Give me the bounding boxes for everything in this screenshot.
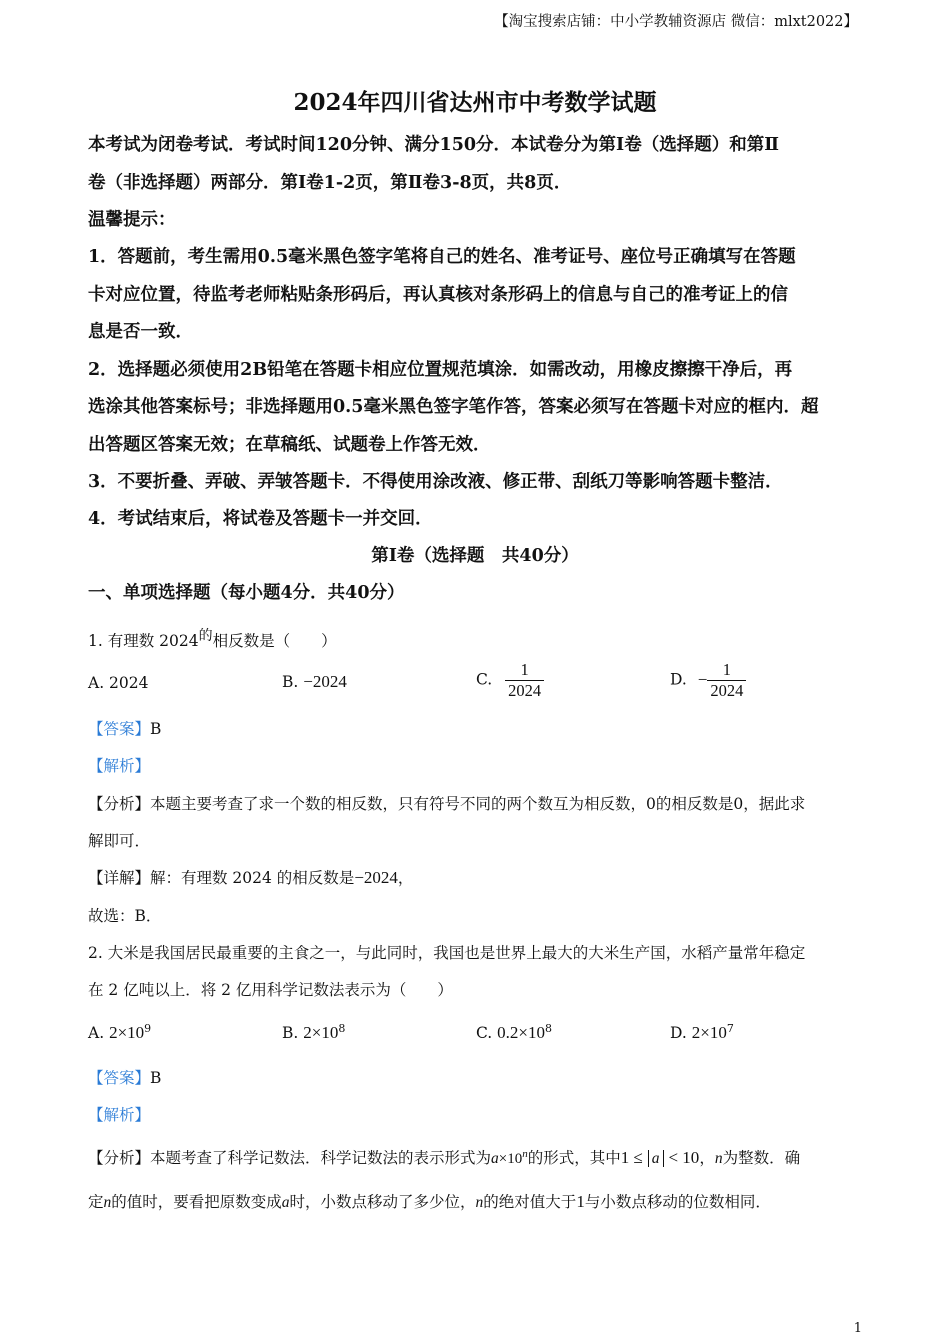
tip-line: 卡对应位置，待监考老师粘贴条形码后，再认真核对条形码上的信息与自己的准考证上的信 <box>88 285 788 305</box>
tip-line: 出答题区答案无效；在草稿纸、试题卷上作答无效． <box>88 435 491 455</box>
intro-line-1: 本考试为闭卷考试．考试时间120分钟、满分150分．本试卷分为第Ⅰ卷（选择题）和第Ⅱ <box>88 135 779 155</box>
q1-analysis-tag: 【解析】 <box>88 757 151 775</box>
intro-line-2: 卷（非选择题）两部分．第Ⅰ卷1-2页，第Ⅱ卷3-8页，共8页． <box>88 173 572 193</box>
q1-option-b: B. −2024 <box>282 672 347 691</box>
tip-line: 2．选择题必须使用2B铅笔在答题卡相应位置规范填涂．如需改动，用橡皮擦擦干净后，再 <box>88 360 793 380</box>
part-title: 一、单项选择题（每小题4分．共40分） <box>88 583 405 603</box>
q2-stem-line: 2. 大米是我国居民最重要的主食之一，与此同时，我国也是世界上最大的大米生产国，水稻产量常年稳定 <box>88 944 806 962</box>
tip-line: 1．答题前，考生需用0.5毫米黑色签字笔将自己的姓名、准考证号、座位号正确填写在答题 <box>88 247 796 267</box>
q2-option-d: D. $2\times 10^7$ <box>670 1022 734 1043</box>
q1-detail: 【详解】解：有理数 2024 的相反数是−2024， <box>88 868 414 887</box>
header-note: 【淘宝搜索店铺：中小学教辅资源店 微信：mlxt2022】 <box>494 14 858 30</box>
section-title: 第Ⅰ卷（选择题 共40分） <box>371 546 579 566</box>
tip-line: 选涂其他答案标号；非选择题用0.5毫米黑色签字笔作答，答案必须写在答题卡对应的框内．超 <box>88 397 819 417</box>
q2-option-b: B. $2\times 10^8$ <box>282 1022 346 1043</box>
q1-option-c: C. $\frac{1}{2024}$ <box>476 660 544 701</box>
q2-fenxi-line: 【分析】本题考查了科学记数法．科学记数法的表示形式为$a\times 10^n$的形式，其中1 ≤ a < 10，n为整数．确 <box>88 1147 801 1167</box>
q1-fenxi-line: 【分析】本题主要考查了求一个数的相反数，只有符号不同的两个数互为相反数，0的相反数是0，据此求 <box>88 795 806 813</box>
q1-fenxi-line: 解即可． <box>88 832 151 850</box>
page-number: 1 <box>853 1321 862 1336</box>
q2-option-a: A. $2\times 10^9$ <box>88 1022 152 1043</box>
fraction: $\frac{1}{2024}$ <box>707 660 746 701</box>
q1-stem: 1. 有理数 $2024^的$相反数是（ ） <box>88 628 337 651</box>
q1-option-a: A. 2024 <box>88 674 149 692</box>
q2-fenxi-line: 定n的值时，要看把原数变成a时，小数点移动了多少位，n的绝对值大于1与小数点移动的位数相同． <box>88 1192 771 1211</box>
q1-answer: 【答案】B <box>88 720 162 738</box>
tip-line: 3．不要折叠、弄破、弄皱答题卡．不得使用涂改液、修正带、刮纸刀等影响答题卡整洁． <box>88 472 783 492</box>
tip-line: 息是否一致． <box>88 322 193 342</box>
q2-analysis-tag: 【解析】 <box>88 1106 151 1124</box>
tip-line: 4．考试结束后，将试卷及答题卡一并交回． <box>88 509 433 529</box>
q2-answer: 【答案】B <box>88 1069 162 1087</box>
q2-option-c: C. $0.2\times 10^8$ <box>476 1022 553 1043</box>
tips-heading: 温馨提示： <box>88 210 176 230</box>
q2-stem-line: 在 2 亿吨以上．将 2 亿用科学记数法表示为（ ） <box>88 981 453 999</box>
q1-option-d: D. − $\frac{1}{2024}$ <box>670 660 746 701</box>
fraction: $\frac{1}{2024}$ <box>505 660 544 701</box>
page-title: 2024年四川省达州市中考数学试题 <box>293 89 657 116</box>
q1-conclusion: 故选：B． <box>88 907 162 925</box>
